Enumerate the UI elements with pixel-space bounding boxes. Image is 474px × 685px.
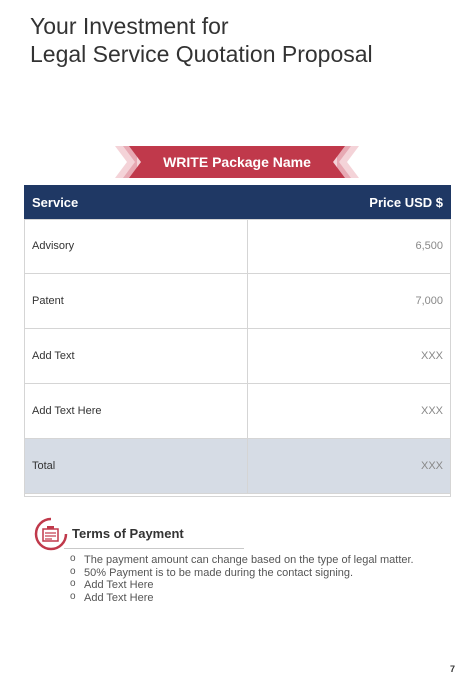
pricing-table [24,185,451,494]
price-cell: 6,500 [415,240,443,252]
total-row [24,439,451,494]
list-item: o 50% Payment is to be made during the contact signing. [70,567,430,580]
list-item: o Add Text Here [70,579,430,592]
table-header [24,185,451,219]
price-cell: 7,000 [415,295,443,307]
table-row [24,329,451,384]
header-price: Price USD $ [369,194,443,210]
price-cell: XXX [420,350,443,362]
page-number: 7 [450,664,456,674]
package-name-label: WRITE Package Name [163,154,311,170]
page-title [30,12,460,68]
terms-divider [64,548,244,549]
total-price: XXX [420,460,443,472]
title-line-2: Legal Service Quotation Proposal [30,41,373,67]
price-cell: XXX [420,405,443,417]
service-cell: Patent [24,274,248,328]
terms-heading: Terms of Payment [72,526,184,541]
package-name-ribbon [115,146,359,178]
table-row [24,274,451,329]
terms-of-payment-section [30,512,440,622]
service-cell: Advisory [24,219,248,273]
service-cell: Add Text Here [24,384,248,438]
payment-document-icon [34,517,68,551]
list-item: o Add Text Here [70,592,430,605]
table-row [24,384,451,439]
table-row [24,219,451,274]
service-cell: Add Text [24,329,248,383]
list-item: o The payment amount can change based on the type of legal matter. [70,554,430,567]
header-service: Service [32,194,79,210]
title-line-1: Your Investment for [30,13,229,39]
total-label: Total [24,439,248,493]
terms-list [70,554,430,604]
